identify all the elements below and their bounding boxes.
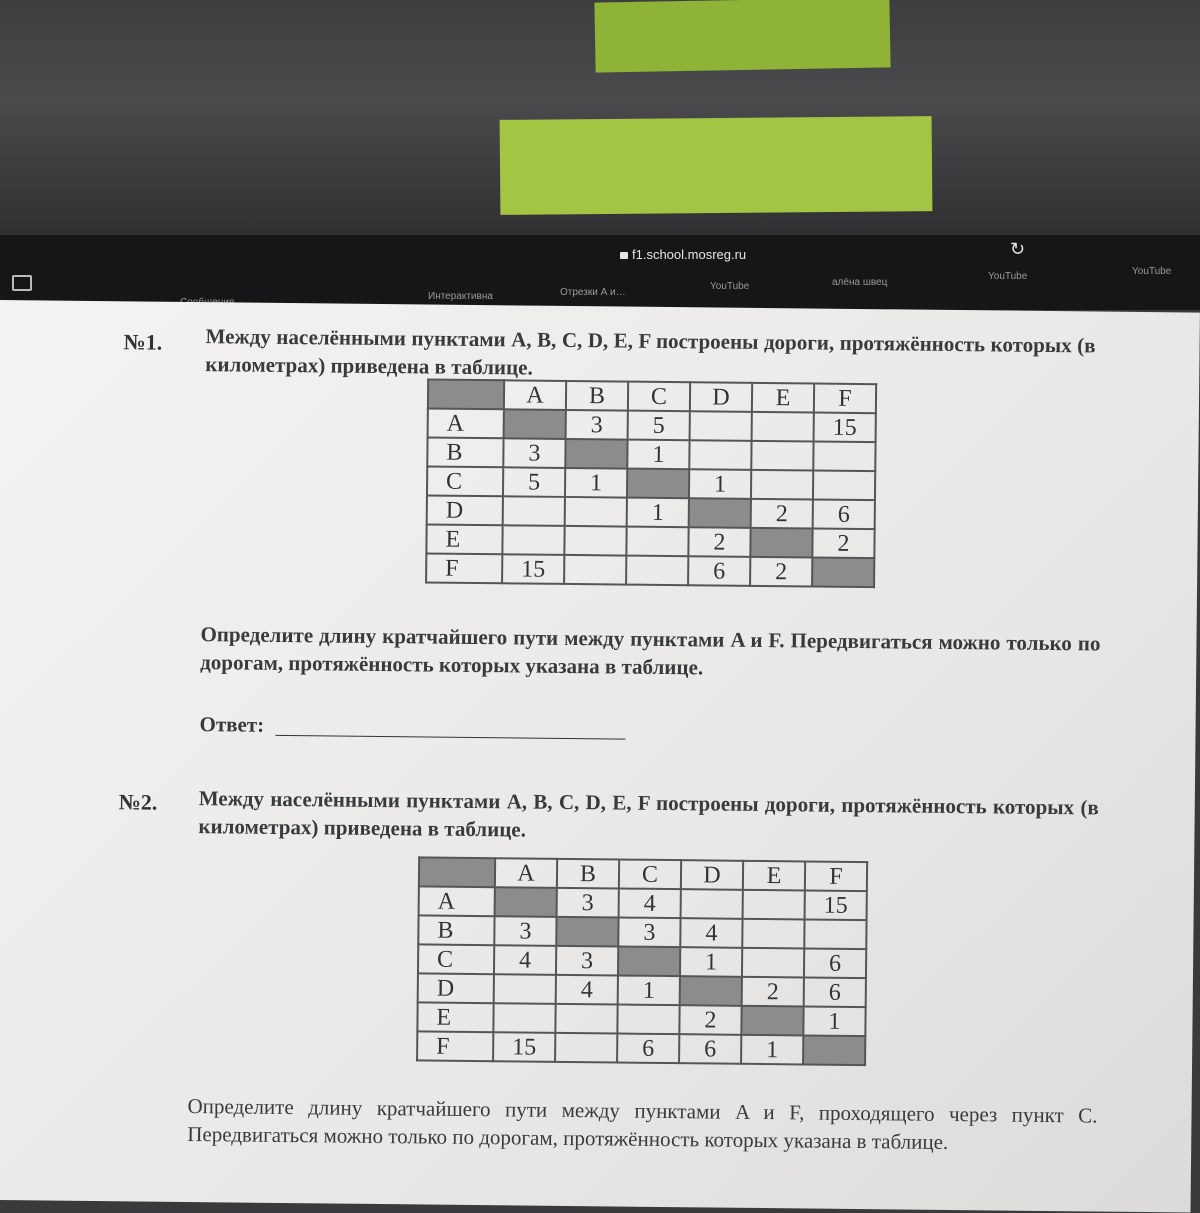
distance-cell: 15 [493,1032,555,1062]
distance-cell: 4 [556,975,618,1005]
distance-cell: 1 [680,947,742,977]
row-header: A [419,886,495,916]
reload-icon[interactable]: ↻ [1010,239,1026,259]
address-bar[interactable] [620,247,746,262]
sticky-note [594,0,890,73]
distance-cell: 5 [503,467,565,497]
distance-table [425,378,877,588]
distance-cell: 1 [741,1035,803,1065]
answer-label: Ответ: [199,712,265,737]
bookmark[interactable]: YouTube [988,271,1028,282]
row-header: C [418,944,494,974]
task-question: Определите длину кратчайшего пути между пунктами A и F, проходящего через пункт C. Передвигаться можно только по дорогам, протяжённость которых указана в таблице. [187,1094,1098,1154]
background-wall [0,0,1200,250]
distance-cell: 5 [628,411,690,441]
table-row [417,1031,865,1065]
column-header: A [495,858,557,888]
diagonal-cell [689,498,751,528]
task-intro: Между населёнными пунктами A, B, C, D, E, F построены дороги, протяжённость которых (в километрах) приведена в таблице. [198,786,1099,842]
distance-cell: 4 [680,918,742,948]
table-row [426,524,874,558]
corner-cell [428,379,504,409]
row-header: E [426,524,502,554]
distance-cell: 4 [619,889,681,919]
column-header: E [743,861,805,891]
column-header: B [557,859,619,889]
distance-cell: 2 [750,557,812,587]
distance-cell: 1 [689,469,751,499]
distance-cell: 2 [688,527,750,557]
distance-cell [503,496,565,526]
distance-cell: 6 [688,556,750,586]
distance-cell: 3 [556,946,618,976]
diagonal-cell [627,469,689,499]
column-header: F [805,861,867,891]
distance-cell: 15 [805,890,867,920]
lock-icon [620,252,628,259]
diagonal-cell [495,887,557,917]
table-row [427,437,875,471]
distance-cell: 6 [804,948,866,978]
sticky-note [500,116,933,215]
table-row [418,944,866,978]
distance-cell: 1 [627,498,689,528]
distance-cell [564,555,626,585]
distance-cell: 3 [618,918,680,948]
bookmark[interactable]: Интерактивна [428,291,493,302]
diagonal-cell [812,558,874,588]
task-intro: Между населёнными пунктами A, B, C, D, E, F построены дороги, протяжённость которых (в километрах) приведена в таблице. [205,324,1096,380]
distance-cell [742,919,804,949]
distance-cell: 6 [617,1034,679,1064]
column-header: C [619,860,681,890]
table-row [428,408,876,442]
diagonal-cell [803,1035,865,1065]
distance-cell [813,442,875,472]
distance-cell: 2 [742,977,804,1007]
distance-cell [555,1004,617,1034]
distance-cell [502,525,564,555]
distance-cell [804,919,866,949]
table-row [418,915,866,949]
bookmark[interactable]: Отрезки А и… [560,287,626,298]
column-header: E [752,383,814,413]
row-header: B [427,437,503,467]
distance-cell: 1 [803,1006,865,1036]
table-row [418,973,866,1007]
task-question: Определите длину кратчайшего пути между пунктами A и F. Передвигаться можно только по дорогам, протяжённость которых указана в таблице. [200,622,1101,680]
distance-cell: 3 [494,916,556,946]
column-header: F [814,384,876,414]
row-header: D [427,495,503,525]
distance-cell [751,470,813,500]
row-header: D [418,973,494,1003]
row-header: B [418,915,494,945]
distance-cell: 3 [557,888,619,918]
distance-cell [690,411,752,441]
distance-cell: 1 [618,976,680,1006]
worksheet [0,300,1200,1213]
task-number: №2. [118,789,158,815]
distance-cell [813,471,875,501]
distance-cell [617,1005,679,1035]
browser-toolbar [0,235,1200,310]
table-row [426,553,874,587]
diagonal-cell [680,976,742,1006]
bookmark[interactable]: YouTube [710,281,750,292]
table-row [427,466,875,500]
column-header: D [690,382,752,412]
row-header: C [427,466,503,496]
distance-cell: 6 [804,977,866,1007]
distance-cell [565,497,627,527]
distance-cell [743,890,805,920]
diagonal-cell [556,917,618,947]
url-text: f1.school.mosreg.ru [632,247,747,262]
column-header: C [628,382,690,412]
diagonal-cell [565,439,627,469]
distance-cell: 15 [814,413,876,443]
distance-cell [742,948,804,978]
column-header: D [681,860,743,890]
row-header: F [426,553,502,583]
table-row [417,1002,865,1036]
row-header: F [417,1031,493,1061]
distance-cell [626,556,688,586]
row-header: A [428,408,504,438]
distance-cell: 2 [751,499,813,529]
answer-field[interactable] [275,735,625,740]
bookmark[interactable]: алёна швец [832,277,888,288]
distance-cell: 2 [679,1005,741,1035]
row-header: E [417,1002,493,1032]
distance-cell: 6 [679,1034,741,1064]
distance-cell: 1 [565,468,627,498]
distance-cell: 1 [627,440,689,470]
distance-cell [689,440,751,470]
distance-cell [564,526,626,556]
corner-cell [419,857,495,887]
diagonal-cell [741,1006,803,1036]
task-number: №1. [123,329,163,355]
diagonal-cell [750,528,812,558]
distance-table [416,856,868,1066]
distance-cell: 3 [566,410,628,440]
column-header: B [566,381,628,411]
diagonal-cell [618,947,680,977]
distance-cell: 6 [813,500,875,530]
distance-cell [555,1033,617,1063]
distance-cell [493,1003,555,1033]
table-row [427,495,875,529]
distance-cell [681,889,743,919]
table-row [419,886,867,920]
distance-cell: 15 [502,554,564,584]
distance-cell: 2 [812,529,874,559]
distance-cell [751,441,813,471]
distance-cell [494,974,556,1004]
diagonal-cell [504,409,566,439]
distance-cell: 3 [503,438,565,468]
sidebar-toggle-icon[interactable] [12,275,32,291]
bookmark[interactable]: YouTube [1132,266,1172,277]
column-header: A [504,380,566,410]
distance-cell [626,527,688,557]
distance-cell [752,412,814,442]
distance-cell: 4 [494,945,556,975]
